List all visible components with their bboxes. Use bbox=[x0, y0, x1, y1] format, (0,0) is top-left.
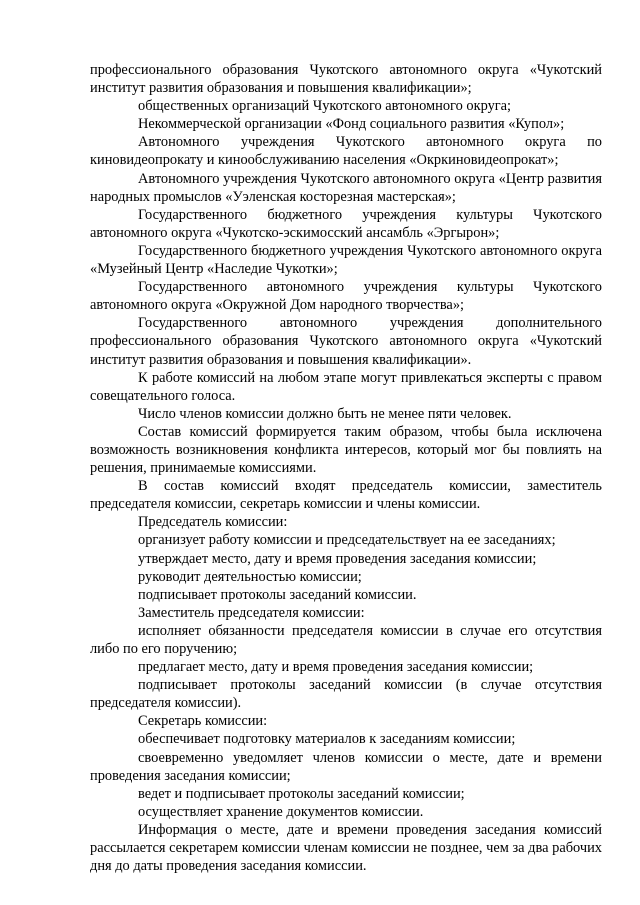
paragraph: Состав комиссий формируется таким образом, чтобы была исключена возможность возникновения конфликта интересов, который мог бы повлиять на решения, принимаемые комиссиями. bbox=[90, 423, 602, 477]
paragraph: Государственного бюджетного учреждения культуры Чукотского автономного округа «Чукотско-эскимосский ансамбль «Эргырон»; bbox=[90, 206, 602, 241]
paragraph: Государственного бюджетного учреждения Чукотского автономного округа «Музейный Центр «Наследие Чукотки»; bbox=[90, 242, 602, 278]
paragraph: руководит деятельностью комиссии; bbox=[138, 568, 362, 585]
paragraph: профессионального образования Чукотского автономного округа «Чукотский институт развития образования и повышения квалификации»; bbox=[90, 62, 602, 97]
paragraph: предлагает место, дату и время проведения заседания комиссии; bbox=[138, 659, 534, 676]
paragraph: Информация о месте, дате и времени проведения заседания комиссий рассылается секретарем комиссии членам комиссии не позднее, чем за два рабочих дня до даты проведения заседания комиссии. bbox=[90, 821, 602, 875]
paragraph: Заместитель председателя комиссии: bbox=[138, 604, 365, 621]
paragraph: Государственного автономного учреждения дополнительного профессионального образования Чукотского автономного округа «Чукотский институт развития образования и повышения квалификации». bbox=[90, 315, 602, 368]
paragraph: Государственного автономного учреждения культуры Чукотского автономного округа «Окружной Дом народного творчества»; bbox=[90, 279, 602, 314]
paragraph: обеспечивает подготовку материалов к заседаниям комиссии; bbox=[138, 731, 516, 748]
paragraph: Секретарь комиссии: bbox=[138, 713, 268, 730]
paragraph: осуществляет хранение документов комиссии. bbox=[138, 803, 424, 820]
paragraph: общественных организаций Чукотского автономного округа; bbox=[138, 98, 512, 115]
document-body bbox=[90, 61, 602, 875]
paragraph: исполняет обязанности председателя комиссии в случае его отсутствия либо по его поручению; bbox=[90, 622, 602, 657]
paragraph: К работе комиссий на любом этапе могут привлекаться эксперты с правом совещательного голоса. bbox=[90, 369, 602, 404]
paragraph: Некоммерческой организации «Фонд социального развития «Купол»; bbox=[138, 116, 565, 133]
paragraph: утверждает место, дату и время проведения заседания комиссии; bbox=[138, 550, 537, 567]
paragraph: своевременно уведомляет членов комиссии о месте, дате и времени проведения заседания комиссии; bbox=[90, 749, 602, 784]
paragraph: организует работу комиссии и председательствует на ее заседаниях; bbox=[138, 532, 556, 549]
paragraph: ведет и подписывает протоколы заседаний комиссии; bbox=[138, 785, 465, 802]
paragraph: В состав комиссий входят председатель комиссии, заместитель председателя комиссии, секретарь комиссии и члены комиссии. bbox=[90, 478, 602, 513]
paragraph: Автономного учреждения Чукотского автономного округа по киновидеопрокату и кинообслуживанию населения «Окркиновидеопрокат»; bbox=[90, 134, 602, 169]
paragraph: Председатель комиссии: bbox=[138, 514, 288, 531]
paragraph: подписывает протоколы заседаний комиссии (в случае отсутствия председателя комиссии). bbox=[90, 677, 602, 712]
paragraph: Число членов комиссии должно быть не менее пяти человек. bbox=[138, 405, 512, 422]
paragraph: Автономного учреждения Чукотского автономного округа «Центр развития народных промыслов «Уэленская косторезная мастерская»; bbox=[90, 170, 602, 205]
paragraph: подписывает протоколы заседаний комиссии. bbox=[138, 586, 417, 603]
